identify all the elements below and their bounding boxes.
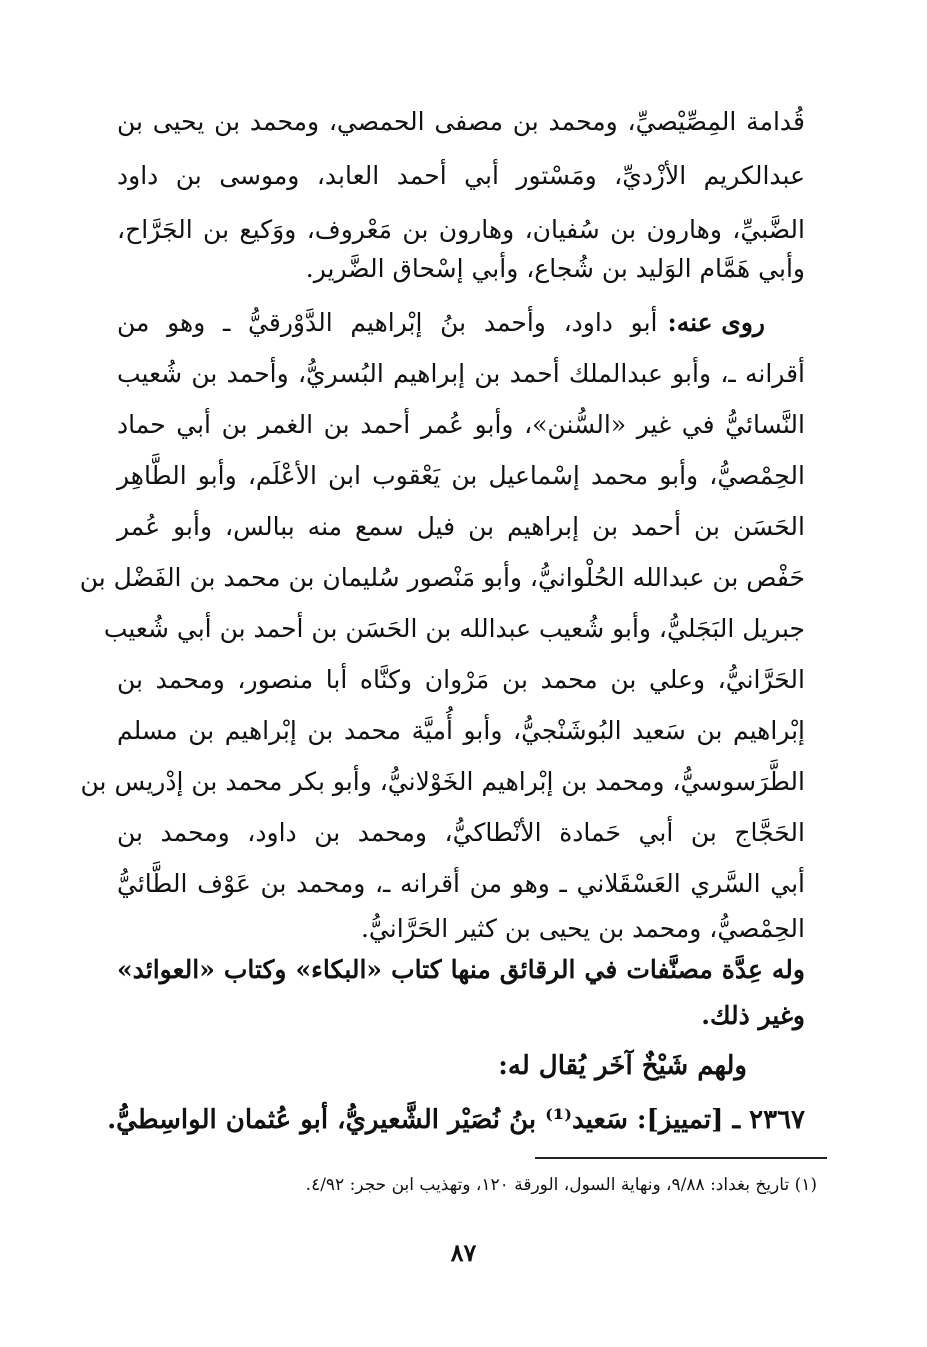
page-number: ٨٧ — [450, 1238, 477, 1267]
text-line: النَّسائيُّ في غير «السُّنن»، وأبو عُمر أحمد بن الغمر بن أبي حماد — [117, 410, 805, 439]
narrators-label: روى عنه: — [667, 308, 765, 337]
footnote-divider — [535, 1157, 827, 1159]
text-segment: أبو داود، وأحمد بنُ إبْراهيم الدَّوْرقيُّ ـ وهو من — [117, 308, 658, 337]
text-line: حَفْص بن عبدالله الحُلْوانيُّ، وأبو مَنْصور سُليمان بن محمد بن الفَضْل بن — [79, 563, 805, 592]
text-line: الحِمْصيُّ، ومحمد بن يحيى بن كثير الحَرَّانيُّ. — [360, 914, 805, 943]
text-line-first — [117, 297, 805, 349]
text-line: الحَرَّانيُّ، وعلي بن محمد بن مَرْوان وكنَّاه أبا منصور، ومحمد بن — [117, 665, 805, 694]
text-line: وأبي هَمَّام الوَليد بن شُجاع، وأبي إسْحاق الضَّرير. — [305, 254, 805, 283]
text-line: الحَسَن بن أحمد بن إبراهيم بن فيل سمع منه ببالس، وأبو عُمر — [117, 512, 805, 541]
text-line: أبي السَّري العَسْقَلاني ـ وهو من أقرانه ـ، ومحمد بن عَوْف الطَّائيُّ — [117, 869, 805, 898]
text-line: الضَّبيِّ، وهارون بن سُفيان، وهارون بن مَعْروف، ووَكيع بن الجَرَّاح، — [117, 215, 805, 244]
section-heading: ولهم شَيْخٌ آخَر يُقال له: — [498, 1051, 747, 1081]
text-line: عبدالكريم الأزْديِّ، ومَسْتور أبي أحمد العابد، وموسى بن داود — [117, 161, 805, 190]
text-line: الحَجَّاج بن أبي حَمادة الأنْطاكيُّ، ومحمد بن داود، ومحمد بن — [117, 818, 805, 847]
text-line: قُدامة المِصِّيْصيِّ، ومحمد بن مصفى الحمصي، ومحمد بن يحيى بن — [117, 107, 805, 136]
text-line: الحِمْصيُّ، وأبو محمد إسْماعيل بن يَعْقوب ابن الأعْلَم، وأبو الطَّاهِر — [117, 461, 805, 490]
footnote: (١) تاريخ بغداد: ٩/٨٨، ونهاية السول، الورقة ١٢٠، وتهذيب ابن حجر: ٤/٩٢. — [305, 1175, 817, 1195]
text-line: وغير ذلك. — [701, 1001, 805, 1030]
text-line: جبريل البَجَليُّ، وأبو شُعيب عبدالله بن الحَسَن بن أحمد بن أبي شُعيب — [103, 614, 805, 643]
biography-entry: ٢٣٦٧ ـ [تمييز]: سَعيد⁽¹⁾ بنُ نُصَيْر الشَّعيريُّ، أبو عُثمان الواسِطيُّ. — [107, 1105, 805, 1135]
text-line: إبْراهيم بن سَعيد البُوشَنْجيُّ، وأبو أُميَّة محمد بن إبْراهيم بن مسلم — [117, 716, 805, 745]
text-line: الطَّرَسوسيُّ، ومحمد بن إبْراهيم الخَوْلانيُّ، وأبو بكر محمد بن إدْريس بن — [80, 767, 805, 796]
text-line: أقرانه ـ، وأبو عبدالملك أحمد بن إبراهيم البُسريُّ، وأحمد بن شُعيب — [117, 359, 805, 388]
text-line: وله عِدَّة مصنَّفات في الرقائق منها كتاب «البكاء» وكتاب «العوائد» — [117, 955, 805, 984]
